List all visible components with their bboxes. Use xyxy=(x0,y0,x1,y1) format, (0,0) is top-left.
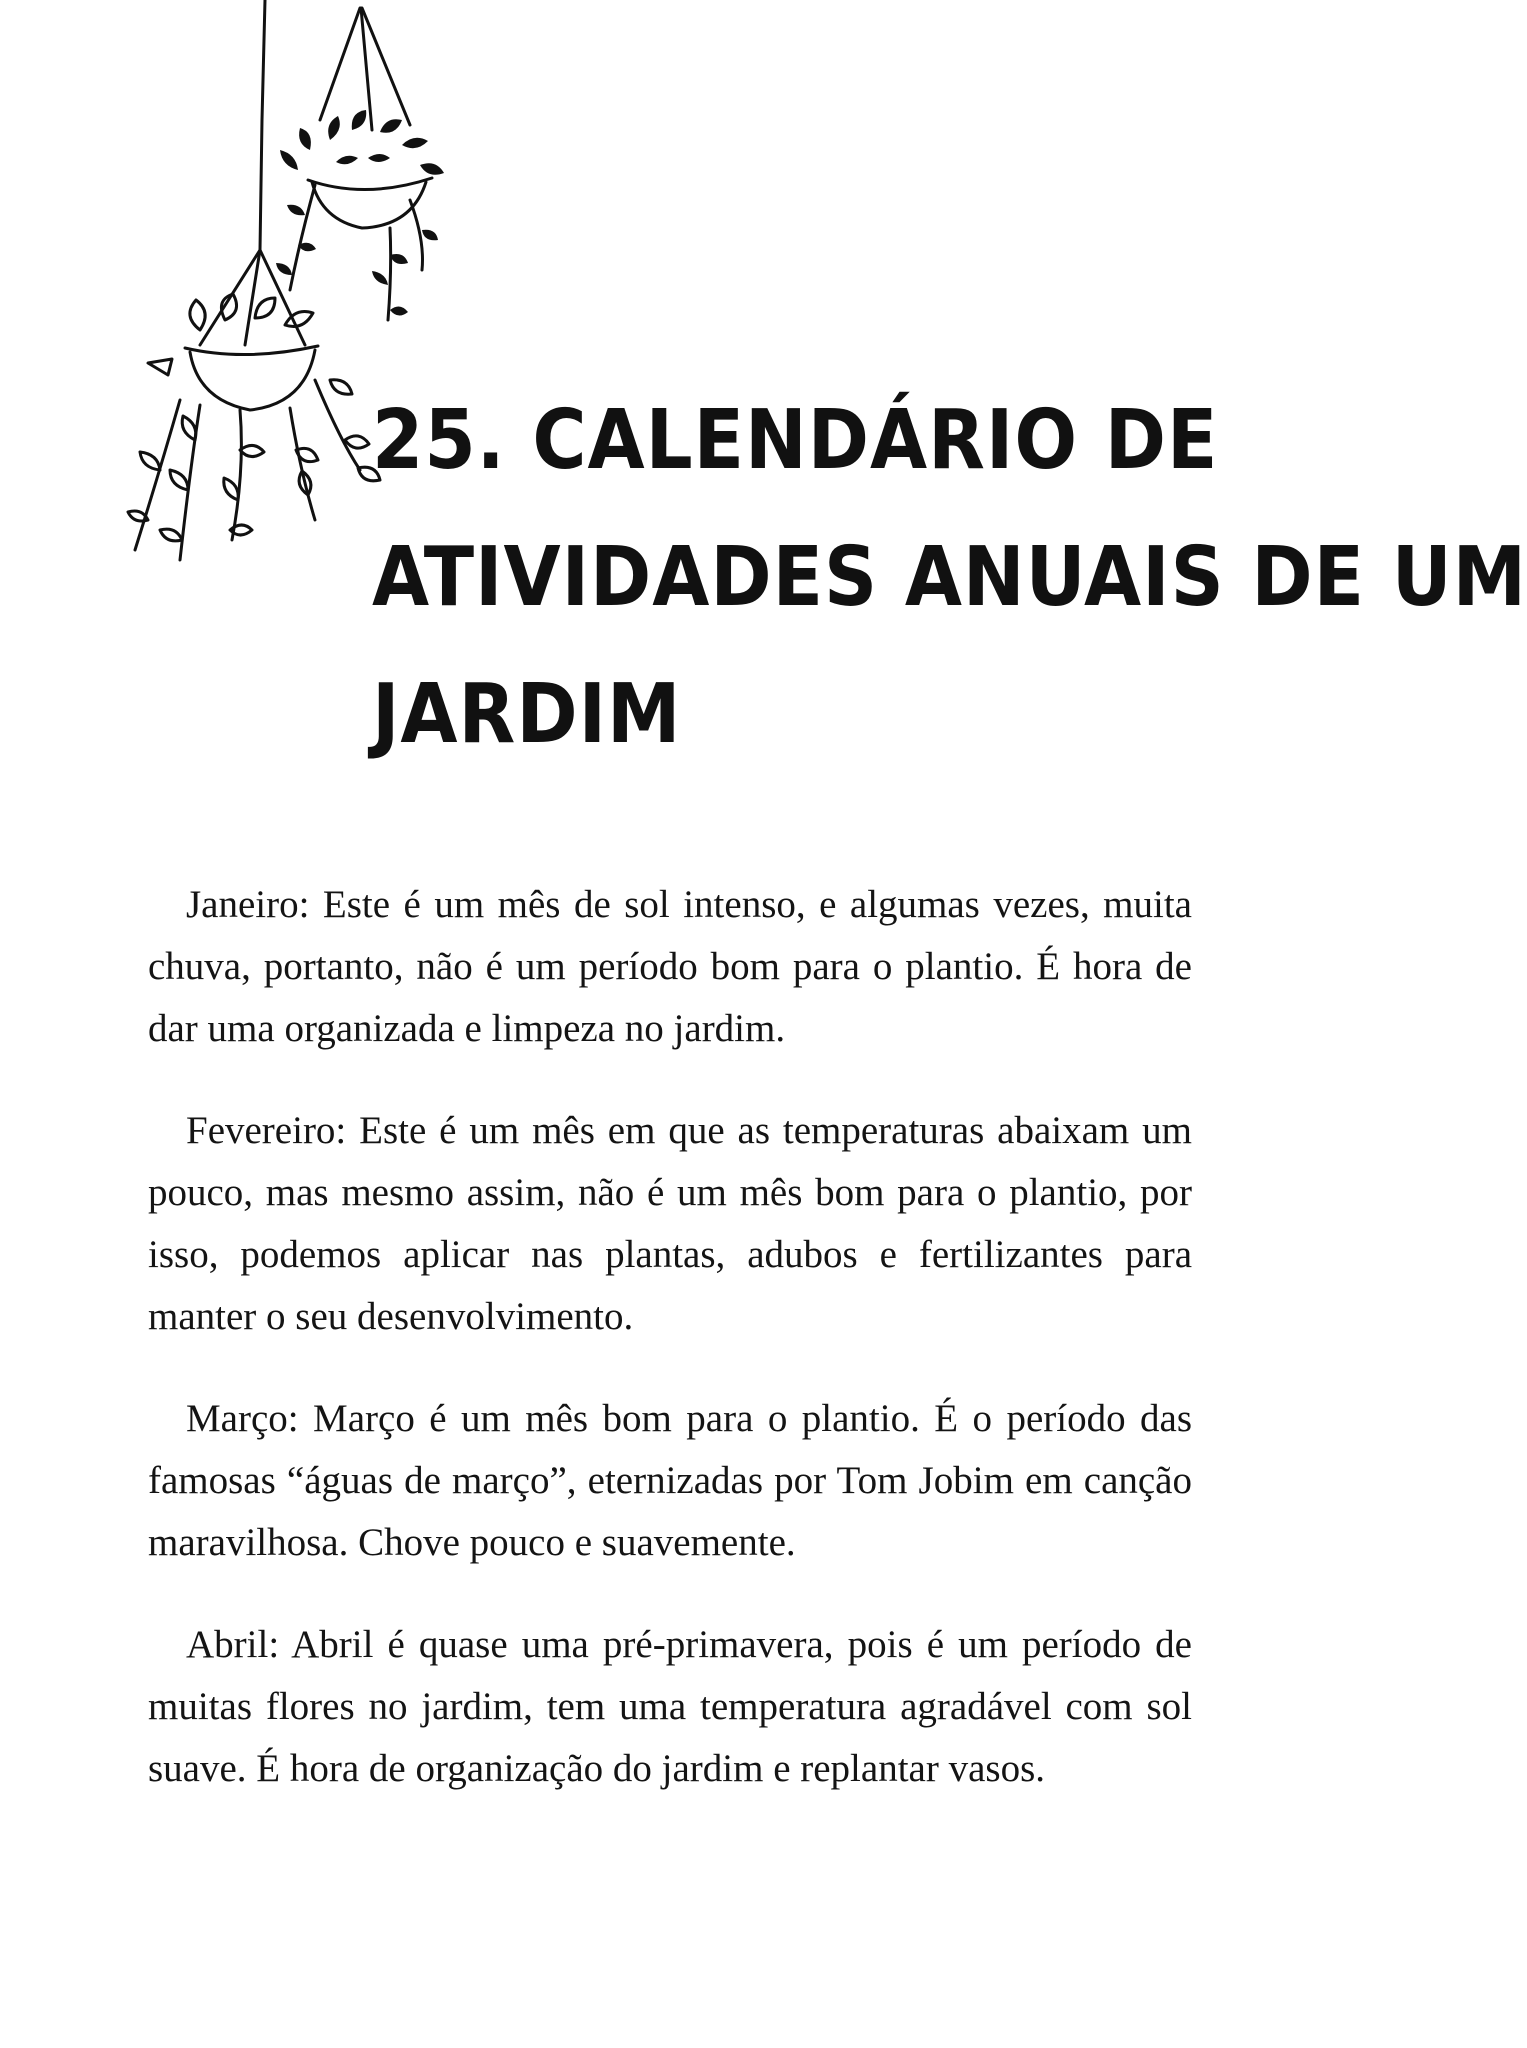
chapter-title-line-3: JARDIM xyxy=(372,667,682,762)
paragraph-february: Fevereiro: Este é um mês em que as temperaturas abaixam um pouco, mas mesmo assim, não é um mês bom para o plantio, por isso, podemos aplicar nas plantas, adubos e fertilizantes para manter o seu desenvolvimento. xyxy=(148,1109,1192,1338)
paragraph-april: Abril: Abril é quase uma pré-primavera, pois é um período de muitas flores no jardim, tem uma temperatura agradável com sol suave. É hora de organização do jardim e replantar vasos. xyxy=(148,1623,1192,1790)
paragraph-march: Março: Março é um mês bom para o plantio. É o período das famosas “águas de março”, eternizadas por Tom Jobim em canção maravilhosa. Chove pouco e suavemente. xyxy=(148,1397,1192,1564)
chapter-title-line-2: ATIVIDADES ANUAIS DE UM xyxy=(372,530,1527,625)
paragraph-january: Janeiro: Este é um mês de sol intenso, e algumas vezes, muita chuva, portanto, não é um período bom para o plantio. É hora de dar uma organizada e limpeza no jardim. xyxy=(148,883,1192,1050)
chapter-title xyxy=(372,372,1527,783)
chapter-title-line-1: 25. CALENDÁRIO DE xyxy=(372,393,1219,488)
body-text xyxy=(148,874,1192,1840)
